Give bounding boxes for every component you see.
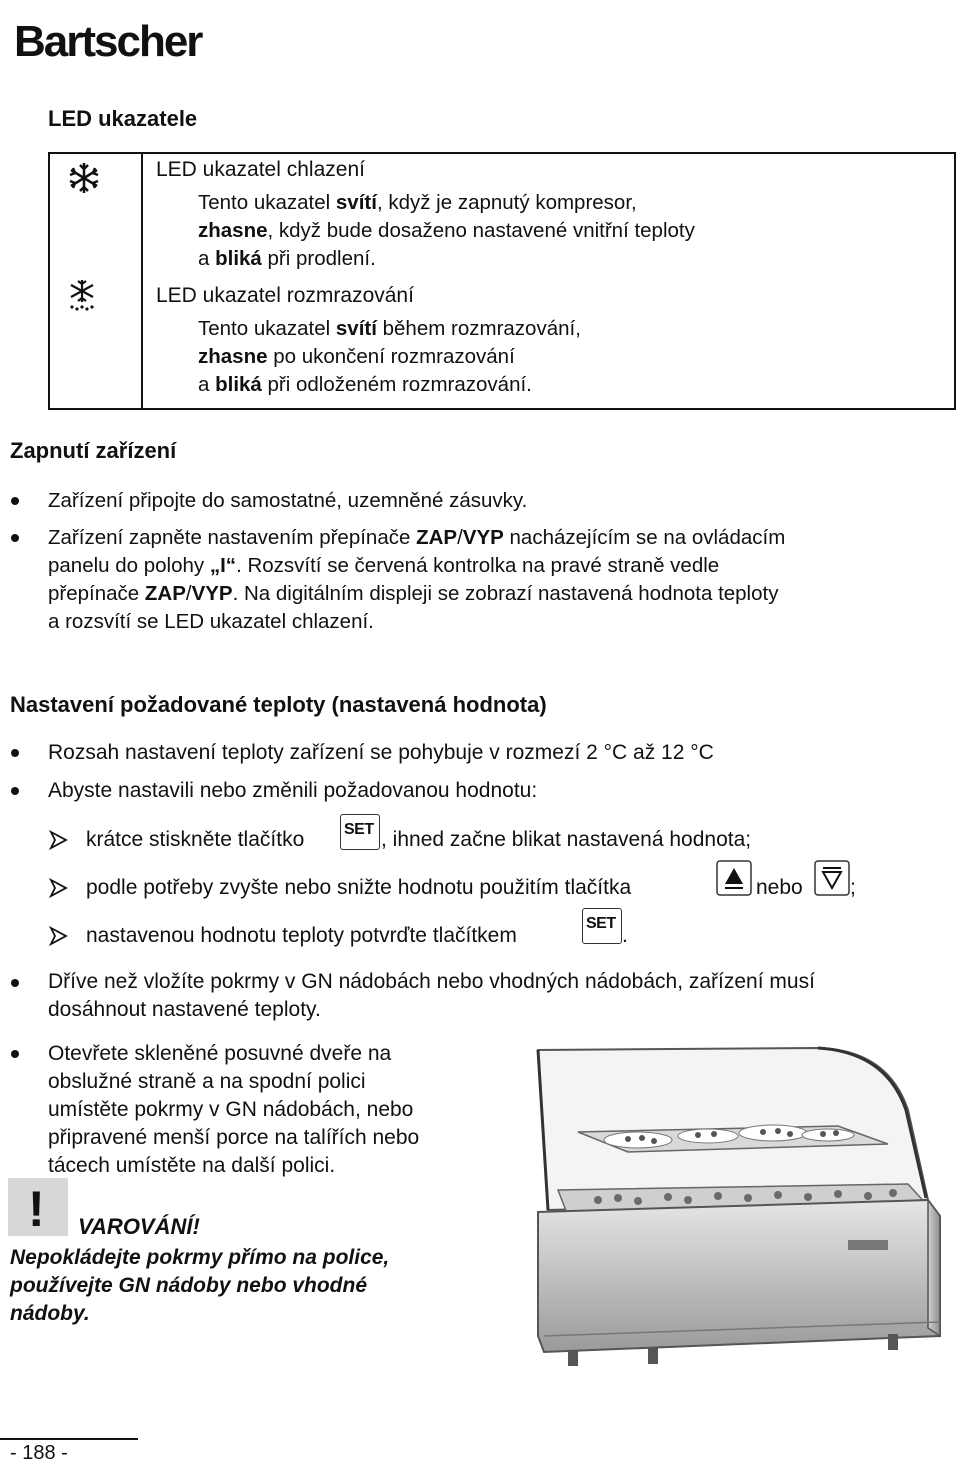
- snowflake-icon: [66, 160, 102, 196]
- warning-title: VAROVÁNÍ!: [78, 1214, 200, 1239]
- step-3-text-b: .: [622, 924, 628, 947]
- led-table: [48, 152, 956, 410]
- setpoint-bullet-4: Otevřete skleněné posuvné dveře na obslužné straně a na spodní polici umístěte pokrmy v GN nádobách, nebo připravené menší porce na talířích nebo tácech umístěte na další polici.: [48, 1042, 420, 1177]
- led-cooling-title: LED ukazatel chlazení: [156, 158, 365, 181]
- footer-rule: [0, 1438, 138, 1440]
- brand-label: [848, 1240, 888, 1250]
- defrost-icon: [64, 278, 100, 312]
- led-defrost-title: LED ukazatel rozmrazování: [156, 284, 414, 307]
- setpoint-bullet-1: Rozsah nastavení teploty zařízení se pohybuje v rozmezí 2 °C až 12 °C: [48, 741, 714, 764]
- step-2-text-c: ;: [850, 876, 856, 899]
- bartscher-logo: [10, 4, 230, 70]
- set-button-icon: SET: [340, 814, 380, 850]
- step-1-text-b: , ihned začne blikat nastavená hodnota;: [381, 828, 752, 851]
- setpoint-bullet-2: Abyste nastavili nebo změnili požadovanou hodnotu:: [48, 779, 538, 802]
- arrow-bullet-icon: [48, 830, 68, 850]
- bullet-icon: [11, 979, 19, 987]
- bullet-icon: [11, 534, 19, 542]
- led-defrost-desc: Tento ukazatel svítí během rozmrazování, zhasne po ukončení rozmrazování a bliká při odloženém rozmrazování.: [198, 317, 581, 396]
- page-number: - 188 -: [10, 1442, 68, 1464]
- power-on-bullet-2: Zařízení zapněte nastavením přepínače ZAP/VYP nacházejícím se na ovládacím panelu do polohy „I“. Rozsvítí se červená kontrolka na pravé straně vedle přepínače ZAP/VYP. Na digitálním displeji se zobrazí nastavená hodnota teploty a rozsvítí se LED ukazatel chlazení.: [48, 526, 786, 633]
- setpoint-bullet-3: Dříve než vložíte pokrmy v GN nádobách nebo vhodných nádobách, zařízení musí dosáhnout nastavené teploty.: [48, 970, 815, 1021]
- power-on-title: Zapnutí zařízení: [10, 438, 177, 463]
- step-2-text-a: podle potřeby zvyšte nebo snižte hodnotu použitím tlačítka: [86, 876, 632, 899]
- arrow-bullet-icon: [48, 926, 68, 946]
- led-section-title: LED ukazatele: [48, 106, 198, 131]
- bullet-icon: [11, 1050, 19, 1058]
- display-case-image: [508, 1040, 950, 1380]
- warning-icon: !: [8, 1178, 68, 1236]
- up-button-icon: [716, 860, 752, 896]
- power-on-bullet-1: Zařízení připojte do samostatné, uzemněné zásuvky.: [48, 489, 528, 512]
- logo-text: Bartscher: [14, 17, 202, 66]
- step-3-text-a: nastavenou hodnotu teploty potvrďte tlačítkem: [86, 924, 517, 947]
- set-button-icon: SET: [582, 908, 622, 944]
- table-divider: [141, 154, 143, 408]
- warning-text: Nepokládejte pokrmy přímo na police, používejte GN nádoby nebo vhodné nádoby.: [10, 1246, 390, 1325]
- bullet-icon: [11, 749, 19, 757]
- step-1-text-a: krátce stiskněte tlačítko: [86, 828, 305, 851]
- step-2-text-b: nebo: [756, 876, 803, 899]
- down-button-icon: [814, 860, 850, 896]
- bullet-icon: [11, 497, 19, 505]
- bullet-icon: [11, 787, 19, 795]
- setpoint-title: Nastavení požadované teploty (nastavená hodnota): [10, 692, 547, 717]
- led-cooling-desc: Tento ukazatel svítí, když je zapnutý kompresor, zhasne, když bude dosaženo nastavené vnitřní teploty a bliká při prodlení.: [198, 191, 695, 270]
- arrow-bullet-icon: [48, 878, 68, 898]
